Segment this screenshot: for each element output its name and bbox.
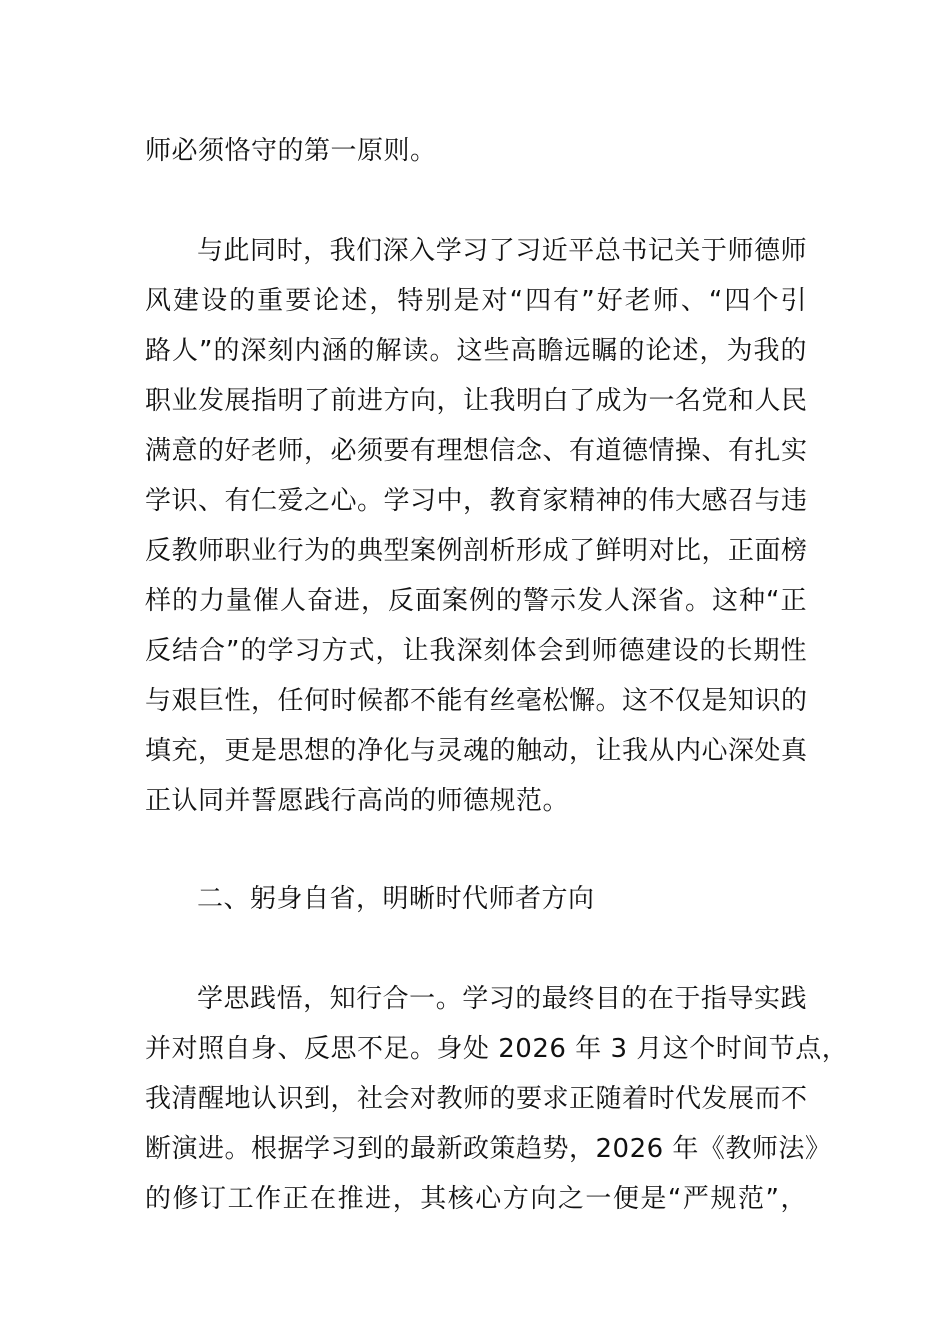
text-line: 职业发展指明了前进方向，让我明白了成为一名党和人民 — [145, 386, 808, 416]
section-heading — [145, 874, 807, 924]
text-line: 师必须恪守的第一原则。 — [145, 136, 437, 166]
text-line: 断演进。根据学习到的最新政策趋势，2026 年《教师法》 — [145, 1134, 832, 1164]
text-line: 学思践悟，知行合一。学习的最终目的在于指导实践 — [197, 984, 807, 1014]
text-line: 反结合”的学习方式，让我深刻体会到师德建设的长期性 — [145, 636, 807, 666]
text-line: 与艰巨性，任何时候都不能有丝毫松懈。这不仅是知识的 — [145, 686, 808, 716]
text-line: 正认同并誓愿践行高尚的师德规范。 — [145, 786, 570, 816]
text-line: 学识、有仁爱之心。学习中，教育家精神的伟大感召与违 — [145, 486, 808, 516]
text-line: 我清醒地认识到，社会对教师的要求正随着时代发展而不 — [145, 1084, 808, 1114]
text-line: 与此同时，我们深入学习了习近平总书记关于师德师 — [197, 236, 807, 266]
text-line: 的修订工作正在推进，其核心方向之一便是“严规范”， — [145, 1184, 807, 1214]
paragraph-continuation — [145, 126, 807, 176]
text-line: 样的力量催人奋进，反面案例的警示发人深省。这种“正 — [145, 586, 807, 616]
text-line: 并对照自身、反思不足。身处 2026 年 3 月这个时间节点， — [145, 1034, 849, 1064]
paragraph-study-discourse — [145, 226, 807, 826]
text-line: 风建设的重要论述，特别是对“四有”好老师、“四个引 — [145, 286, 807, 316]
paragraph-reflection — [145, 974, 849, 1224]
heading-text: 二、躬身自省，明晰时代师者方向 — [197, 884, 595, 914]
text-line: 路人”的深刻内涵的解读。这些高瞻远瞩的论述，为我的 — [145, 336, 807, 366]
text-line: 填充，更是思想的净化与灵魂的触动，让我从内心深处真 — [145, 736, 808, 766]
text-line: 反教师职业行为的典型案例剖析形成了鲜明对比，正面榜 — [145, 536, 808, 566]
text-line: 满意的好老师，必须要有理想信念、有道德情操、有扎实 — [145, 436, 808, 466]
